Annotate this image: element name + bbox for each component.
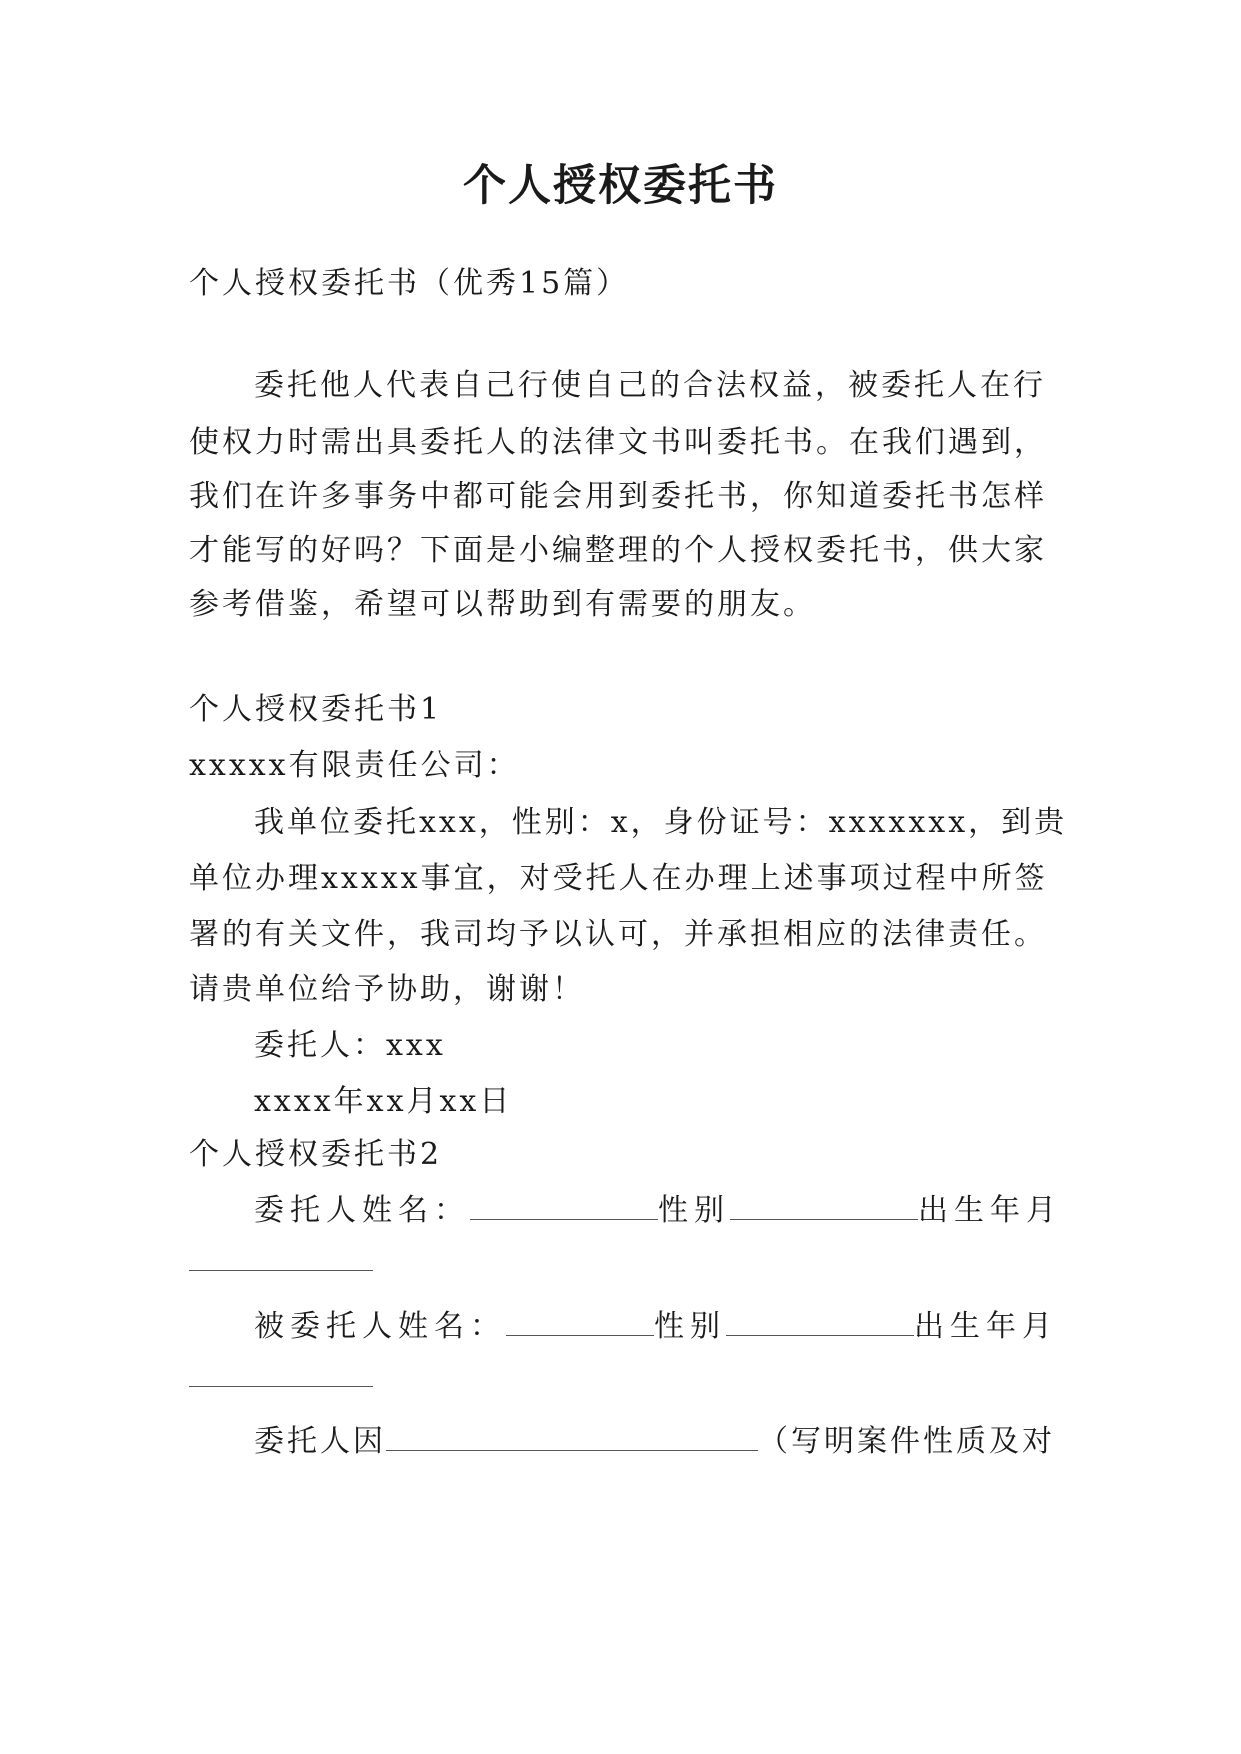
agent-gender-blank <box>726 1305 914 1336</box>
reason-prefix: 委托人因 <box>254 1424 386 1459</box>
agent-birth-label: 出生年月 <box>914 1309 1058 1344</box>
reason-blank <box>386 1420 758 1451</box>
agent-birth-blank <box>189 1386 373 1387</box>
principal-info-line <box>254 1189 1062 1231</box>
reason-suffix: （写明案件性质及对 <box>758 1424 1055 1459</box>
intro-line-5: 参考借鉴，希望可以帮助到有需要的朋友。 <box>189 587 816 622</box>
intro-line-2: 使权力时需出具委托人的法律文书叫委托书。在我们遇到， <box>189 425 1047 460</box>
section-1-addressee: xxxxx有限责任公司： <box>189 748 520 783</box>
section-1-body-line-1: 我单位委托xxx，性别：x，身份证号：xxxxxxx，到贵 <box>254 805 1068 840</box>
agent-name-blank <box>506 1305 654 1336</box>
section-1-body-line-2: 单位办理xxxxx事宜，对受托人在办理上述事项过程中所签 <box>189 861 1048 896</box>
agent-name-label: 被委托人姓名： <box>254 1309 506 1344</box>
principal-gender-blank <box>730 1189 918 1220</box>
intro-line-3: 我们在许多事务中都可能会用到委托书，你知道委托书怎样 <box>189 479 1047 514</box>
section-1-signer: 委托人：xxx <box>254 1028 446 1063</box>
section-1-date: xxxx年xx月xx日 <box>254 1084 513 1119</box>
section-1-body-line-3: 署的有关文件，我司均予以认可，并承担相应的法律责任。 <box>189 917 1047 952</box>
agent-gender-label: 性别 <box>654 1309 726 1344</box>
section-1-body-line-4: 请贵单位给予协助，谢谢！ <box>189 972 585 1007</box>
intro-line-4: 才能写的好吗？下面是小编整理的个人授权委托书，供大家 <box>189 533 1047 568</box>
principal-birth-blank <box>189 1270 373 1271</box>
principal-name-label: 委托人姓名： <box>254 1193 470 1228</box>
section-2-heading: 个人授权委托书2 <box>189 1137 443 1172</box>
principal-name-blank <box>470 1189 658 1220</box>
agent-info-line <box>254 1305 1058 1347</box>
section-1-heading: 个人授权委托书1 <box>189 692 443 727</box>
principal-birth-label: 出生年月 <box>918 1193 1062 1228</box>
reason-line <box>254 1420 1055 1462</box>
document-subtitle: 个人授权委托书（优秀15篇） <box>189 266 630 301</box>
principal-gender-label: 性别 <box>658 1193 730 1228</box>
document-title: 个人授权委托书 <box>463 161 778 211</box>
intro-line-1: 委托他人代表自己行使自己的合法权益，被委托人在行 <box>254 368 1046 403</box>
